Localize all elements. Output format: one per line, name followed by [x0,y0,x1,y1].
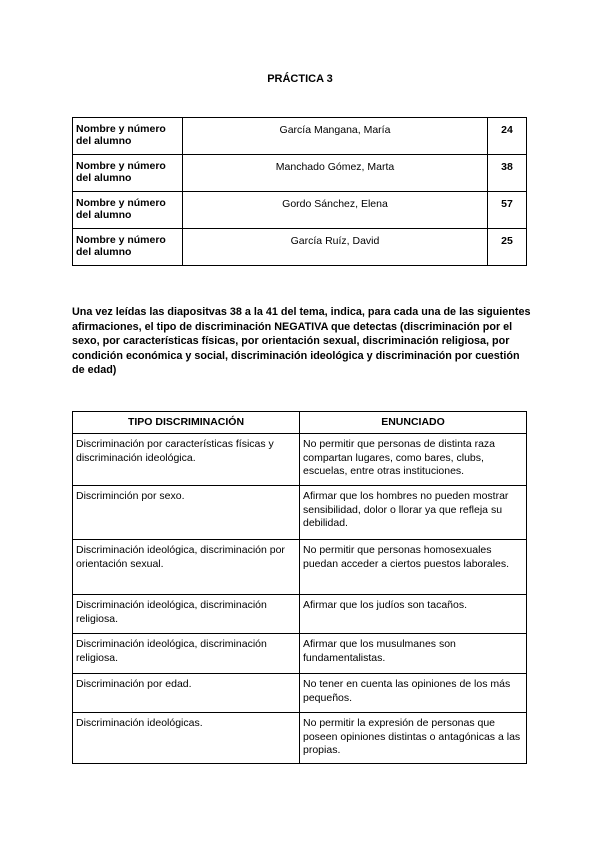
statement: No permitir que personas de distinta raza compartan lugares, como bares, clubs, escuelas, entre otras instituciones. [300,434,527,486]
table-header-row [73,412,527,434]
page-title: PRÁCTICA 3 [267,73,333,85]
discrimination-type: Discriminación por características físicas y discriminación ideológica. [73,434,300,486]
discrimination-type: Discriminación ideológicas. [73,713,300,764]
student-row [73,229,527,266]
table-row [73,674,527,713]
statement: Afirmar que los musulmanes son fundamentalistas. [300,634,527,674]
discrimination-type: Discriminación ideológica, discriminación religiosa. [73,634,300,674]
statement: No tener en cuenta las opiniones de los más pequeños. [300,674,527,713]
table-row [73,713,527,764]
student-name: Gordo Sánchez, Elena [183,192,488,229]
statement: Afirmar que los hombres no pueden mostrar sensibilidad, dolor o llorar ya que refleja su debilidad. [300,486,527,540]
header-enunciado: ENUNCIADO [300,412,527,434]
student-row [73,192,527,229]
header-tipo: TIPO DISCRIMINACIÓN [73,412,300,434]
discrimination-type: Discriminación por edad. [73,674,300,713]
discrimination-type: Discriminación ideológica, discriminación religiosa. [73,595,300,634]
discrimination-type: Discriminación ideológica, discriminación por orientación sexual. [73,540,300,595]
discrimination-type: Discriminción por sexo. [73,486,300,540]
statement: No permitir que personas homosexuales puedan acceder a ciertos puestos laborales. [300,540,527,595]
student-row [73,118,527,155]
student-row [73,155,527,192]
student-number: 57 [488,192,527,229]
student-label: Nombre y número del alumno [73,192,183,229]
statement: Afirmar que los judíos son tacaños. [300,595,527,634]
statement: No permitir la expresión de personas que poseen opiniones distintas o antagónicas a las propias. [300,713,527,764]
student-name: García Ruíz, David [183,229,488,266]
student-name: García Mangana, María [183,118,488,155]
student-label: Nombre y número del alumno [73,229,183,266]
discrimination-table [72,411,527,764]
students-table [72,117,527,266]
student-name: Manchado Gómez, Marta [183,155,488,192]
student-label: Nombre y número del alumno [73,118,183,155]
table-row [73,540,527,595]
table-row [73,634,527,674]
table-row [73,434,527,486]
student-number: 25 [488,229,527,266]
student-number: 38 [488,155,527,192]
student-number: 24 [488,118,527,155]
table-row [73,595,527,634]
table-row [73,486,527,540]
instructions-paragraph: Una vez leídas las diapositvas 38 a la 41 del tema, indica, para cada una de las siguientes afirmaciones, el tipo de discriminación NEGATIVA que detectas (discriminación por el sexo, por características físicas, por orientación sexual, discriminación religiosa, por condición económica y social, discriminación ideológica y discriminación por cuestión de edad) [72,306,531,376]
student-label: Nombre y número del alumno [73,155,183,192]
